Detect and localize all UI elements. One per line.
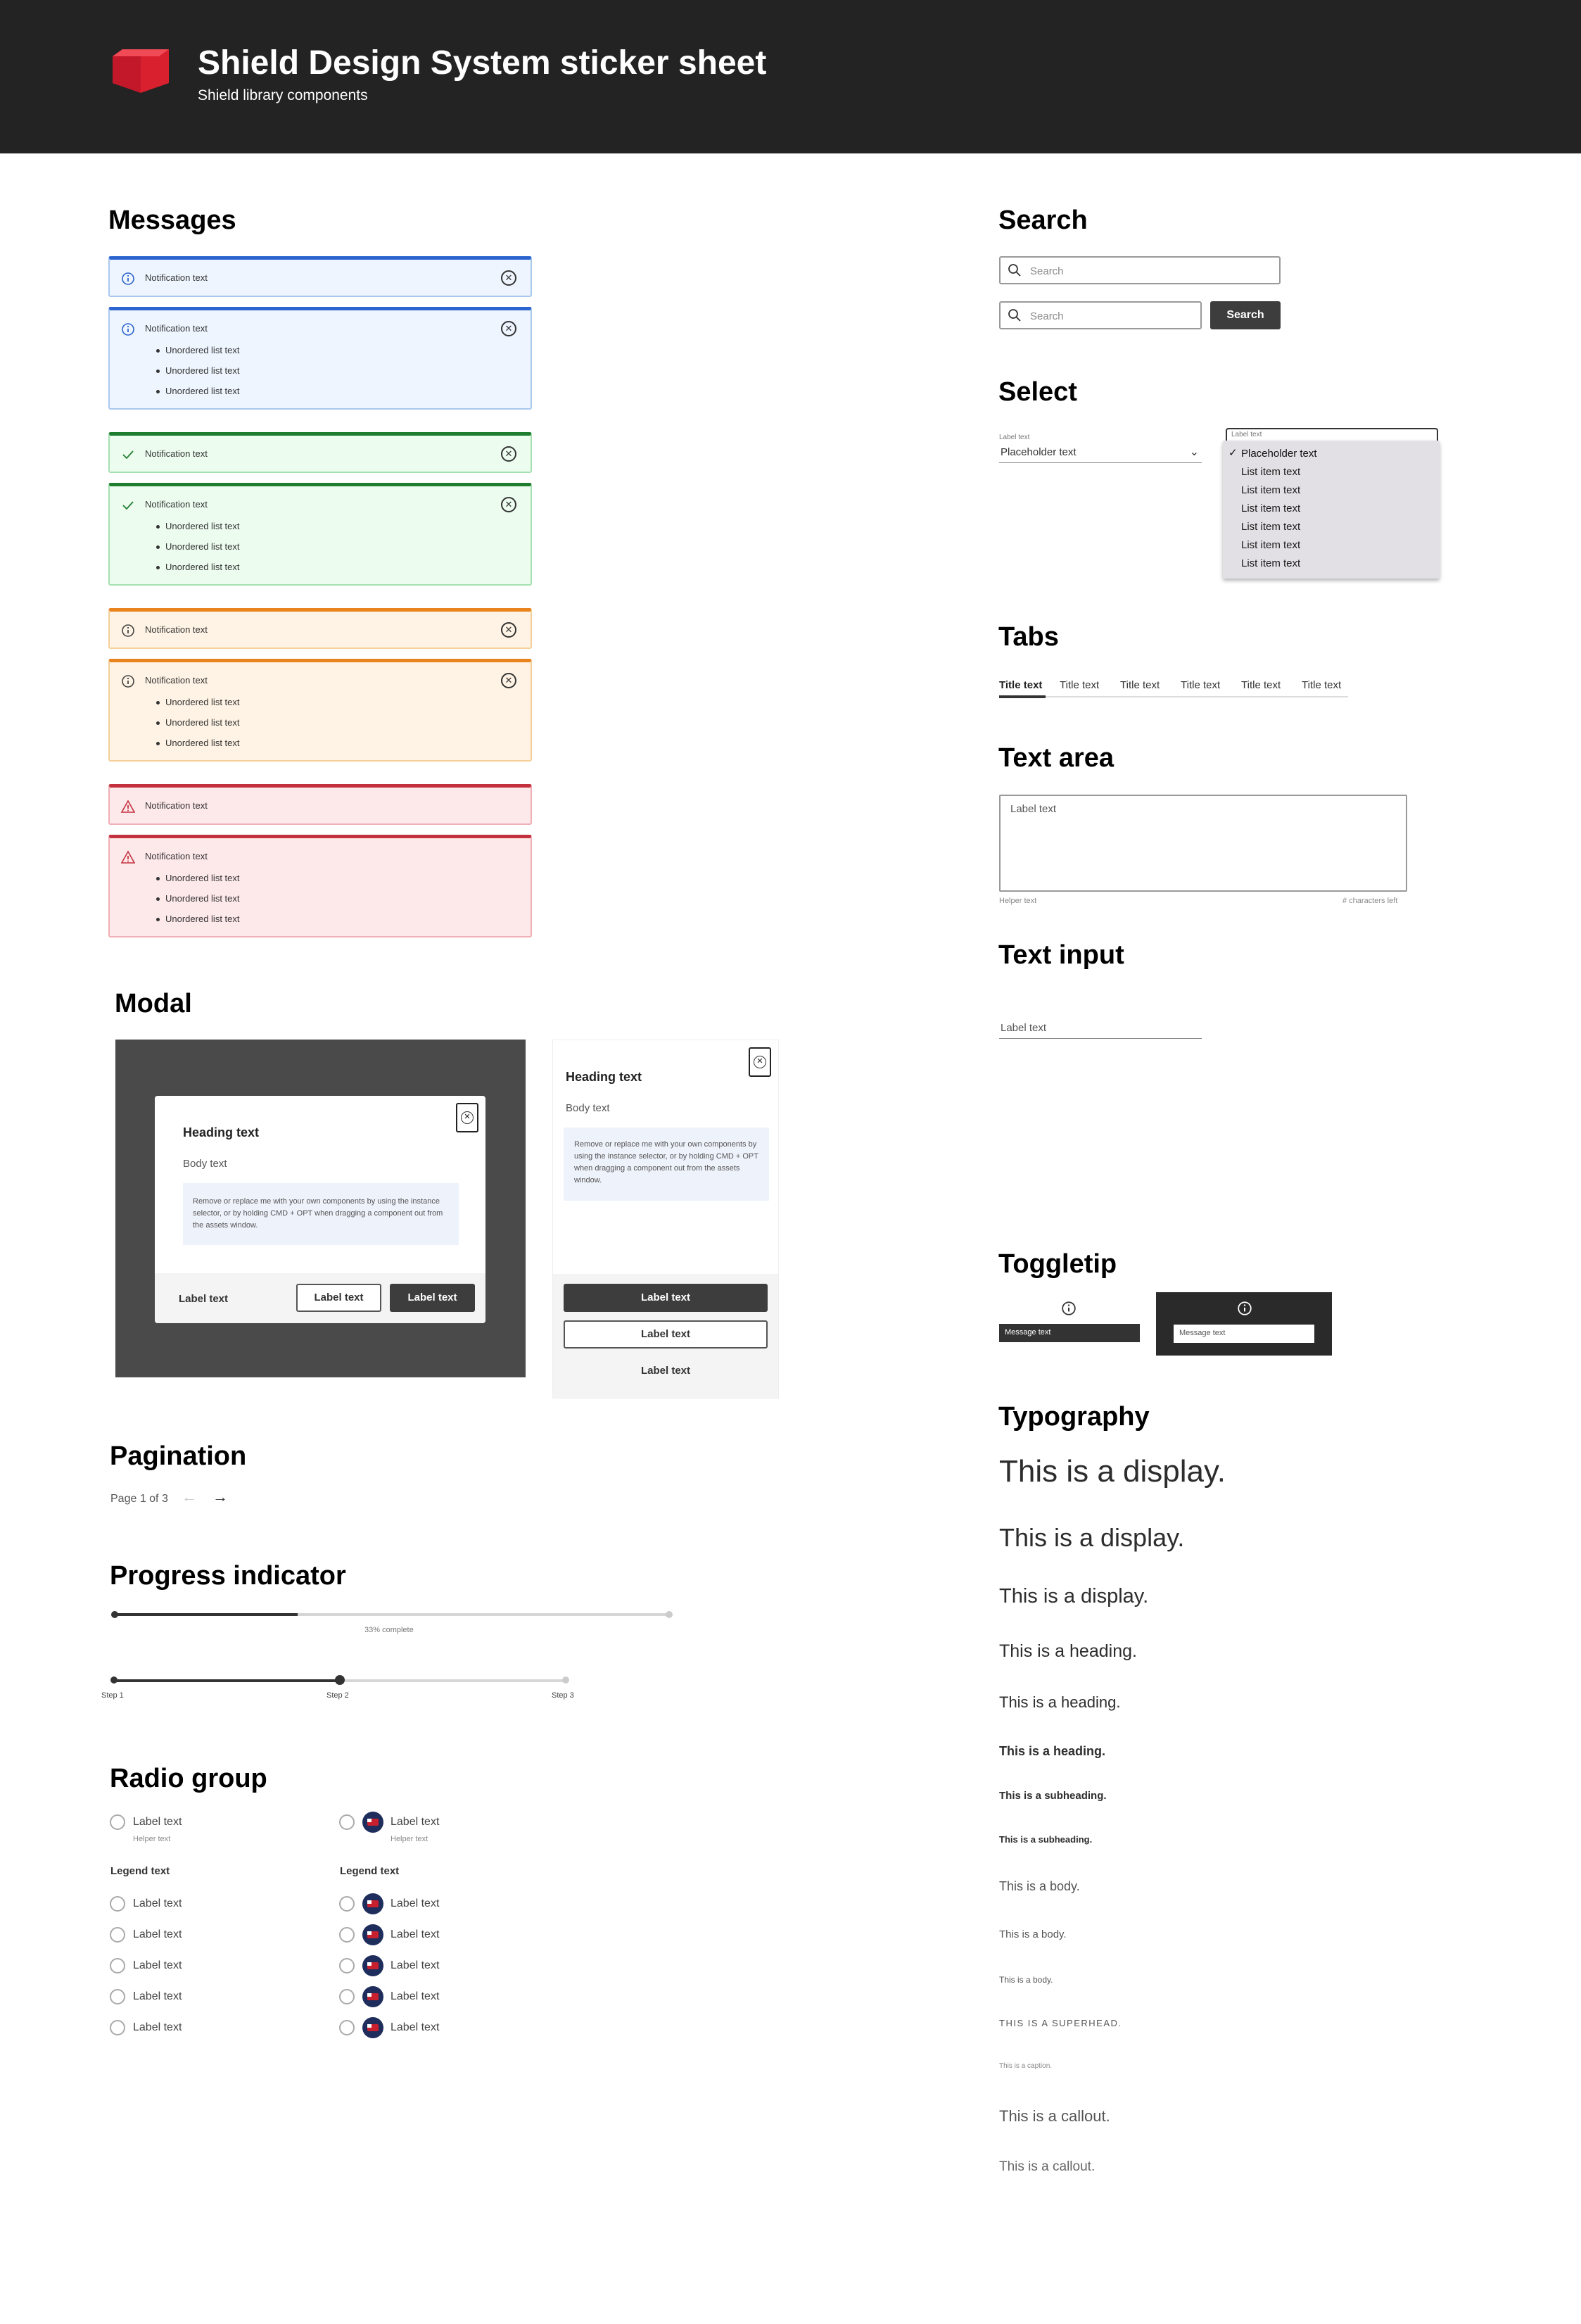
select-label: Label text — [999, 434, 1030, 441]
radio-label: Label text — [391, 1990, 440, 2002]
step-dot-3[interactable] — [562, 1676, 569, 1684]
close-icon[interactable]: ✕ — [501, 446, 516, 462]
notification-warning-list — [108, 659, 532, 762]
modal-outline-button[interactable]: Label text — [296, 1284, 381, 1312]
progress-end-dot — [666, 1611, 673, 1618]
radio-button[interactable] — [339, 1958, 355, 1973]
toggletip-text: Message text — [1005, 1328, 1051, 1337]
type-subheading-2: This is a subheading. — [999, 1834, 1093, 1845]
notification-success-list — [108, 483, 532, 586]
radio-button[interactable] — [110, 1814, 125, 1830]
close-button[interactable] — [456, 1103, 478, 1132]
radio-button[interactable] — [339, 1989, 355, 2004]
step-dot-1[interactable] — [110, 1676, 118, 1684]
type-callout-1: This is a callout. — [999, 2107, 1110, 2125]
us-flag-icon — [362, 1812, 383, 1833]
notification-list — [156, 872, 240, 933]
toggletip-message — [1174, 1325, 1314, 1343]
page-header — [0, 0, 1581, 153]
radio-label: Label text — [391, 1816, 440, 1828]
shield-logo-icon — [113, 49, 169, 93]
close-button[interactable] — [749, 1047, 771, 1077]
step-label: Step 3 — [552, 1691, 574, 1700]
checkmark-icon: ✓ — [1228, 447, 1238, 459]
select-option[interactable]: List item text — [1241, 466, 1301, 478]
list-item: Unordered list text — [156, 385, 240, 405]
radio-label: Label text — [391, 1959, 440, 1971]
list-item: Unordered list text — [156, 872, 240, 892]
modal-outline-button[interactable]: Label text — [564, 1320, 768, 1349]
notification-text: Notification text — [145, 499, 208, 510]
select-value: Placeholder text — [1001, 446, 1077, 458]
close-icon[interactable]: ✕ — [501, 497, 516, 512]
info-icon — [121, 674, 135, 688]
checkmark-icon — [121, 448, 135, 462]
search-placeholder: Search — [1030, 265, 1064, 277]
type-callout-2: This is a callout. — [999, 2159, 1096, 2174]
toggletip-text: Message text — [1179, 1329, 1226, 1337]
type-body-1: This is a body. — [999, 1879, 1080, 1893]
radio-legend: Legend text — [340, 1865, 400, 1877]
radio-label: Label text — [133, 2021, 182, 2033]
select-option[interactable]: List item text — [1241, 539, 1301, 551]
close-icon[interactable]: ✕ — [501, 673, 516, 688]
type-caption: This is a caption. — [999, 2062, 1053, 2070]
tab-1[interactable]: Title text — [999, 679, 1043, 691]
section-title-search: Search — [998, 206, 1088, 235]
radio-button[interactable] — [110, 1989, 125, 2004]
search-icon — [1008, 263, 1022, 277]
page-title: Shield Design System sticker sheet — [198, 44, 767, 82]
notification-text: Notification text — [145, 624, 208, 635]
select-option[interactable]: List item text — [1241, 557, 1301, 569]
tab-active-indicator — [999, 695, 1046, 698]
tab-2[interactable]: Title text — [1060, 679, 1100, 691]
modal-primary-button[interactable]: Label text — [564, 1284, 768, 1312]
text-area[interactable] — [999, 795, 1407, 892]
section-title-toggletip: Toggletip — [998, 1249, 1117, 1279]
text-input-label: Label text — [1001, 1022, 1047, 1034]
info-icon[interactable] — [1061, 1301, 1077, 1316]
select-option-selected[interactable]: Placeholder text — [1241, 448, 1317, 460]
progress-bar-fill — [114, 1613, 298, 1616]
radio-label: Label text — [133, 1816, 182, 1828]
list-item: Unordered list text — [156, 541, 240, 561]
type-display-2: This is a display. — [999, 1523, 1185, 1552]
type-display-1: This is a display. — [999, 1454, 1226, 1489]
modal-flat-button[interactable]: Label text — [178, 1293, 229, 1305]
us-flag-icon — [362, 1893, 383, 1914]
type-body-3: This is a body. — [999, 1975, 1053, 1985]
search-placeholder: Search — [1030, 310, 1064, 322]
close-icon: ✕ — [461, 1111, 474, 1124]
text-input[interactable] — [999, 1019, 1202, 1039]
radio-button[interactable] — [339, 2020, 355, 2035]
notification-error-list — [108, 835, 532, 937]
radio-helper: Helper text — [391, 1835, 428, 1843]
radio-legend: Legend text — [110, 1865, 170, 1877]
notification-text: Notification text — [145, 272, 208, 283]
modal-primary-button[interactable]: Label text — [390, 1284, 475, 1312]
page-subtitle: Shield library components — [198, 87, 368, 103]
select-option[interactable]: List item text — [1241, 521, 1301, 533]
modal-footer — [155, 1273, 485, 1323]
step-label: Step 1 — [101, 1691, 124, 1700]
modal-body: Body text — [183, 1158, 227, 1170]
notification-info — [108, 256, 532, 297]
close-icon: ✕ — [754, 1056, 766, 1068]
radio-label: Label text — [133, 1928, 182, 1940]
tab-3[interactable]: Title text — [1120, 679, 1160, 691]
type-body-2: This is a body. — [999, 1928, 1067, 1940]
select-open-field[interactable] — [1226, 428, 1438, 441]
notification-text: Notification text — [145, 800, 208, 811]
radio-label: Label text — [133, 1990, 182, 2002]
notification-text: Notification text — [145, 448, 208, 459]
select-option[interactable]: List item text — [1241, 484, 1301, 496]
section-title-textinput: Text input — [998, 940, 1124, 970]
notification-text: Notification text — [145, 851, 208, 861]
info-icon[interactable] — [1237, 1301, 1252, 1316]
section-title-messages: Messages — [108, 206, 236, 235]
modal-slot: Remove or replace me with your own components by using the instance selector, or by holding CMD + OPT when dragging a component out from the assets window. — [564, 1128, 769, 1201]
radio-button[interactable] — [339, 1896, 355, 1912]
us-flag-icon — [362, 1924, 383, 1945]
modal-flat-button[interactable]: Label text — [640, 1365, 691, 1377]
progress-bar — [114, 1613, 670, 1616]
us-flag-icon — [362, 1986, 383, 2007]
radio-label: Label text — [133, 1959, 182, 1971]
step-progress-fill — [114, 1679, 340, 1682]
list-item: Unordered list text — [156, 737, 240, 757]
step-label: Step 2 — [326, 1691, 349, 1700]
radio-button[interactable] — [110, 1958, 125, 1973]
radio-button[interactable] — [110, 1927, 125, 1943]
notification-success — [108, 432, 532, 473]
list-item: Unordered list text — [156, 716, 240, 737]
notification-info-list — [108, 307, 532, 410]
warning-triangle-icon — [121, 800, 135, 814]
select-dropdown — [1223, 441, 1440, 579]
radio-button[interactable] — [339, 1927, 355, 1943]
select-field[interactable] — [999, 443, 1202, 463]
search-input[interactable] — [999, 256, 1281, 284]
modal-heading: Heading text — [566, 1070, 642, 1084]
list-item: Unordered list text — [156, 561, 240, 581]
tabs-baseline — [999, 696, 1348, 697]
toggletip-message — [999, 1324, 1140, 1342]
arrow-right-icon[interactable]: → — [212, 1488, 228, 1505]
notification-list — [156, 344, 240, 405]
modal-slot: Remove or replace me with your own components by using the instance selector, or by holding CMD + OPT when dragging a component out from the assets window. — [183, 1183, 459, 1245]
section-title-pagination: Pagination — [110, 1441, 247, 1471]
type-subheading-1: This is a subheading. — [999, 1790, 1107, 1802]
search-button[interactable]: Search — [1210, 301, 1281, 329]
list-item: Unordered list text — [156, 520, 240, 541]
us-flag-icon — [362, 2017, 383, 2038]
tab-5[interactable]: Title text — [1241, 679, 1281, 691]
search-icon — [1008, 308, 1022, 322]
notification-text: Notification text — [145, 675, 208, 686]
radio-label: Label text — [391, 1928, 440, 1940]
modal-heading: Heading text — [183, 1125, 260, 1139]
toggletip-dark — [1156, 1292, 1332, 1356]
list-item: Unordered list text — [156, 913, 240, 933]
type-heading-3: This is a heading. — [999, 1744, 1106, 1758]
modal-footer — [553, 1274, 778, 1398]
radio-label: Label text — [133, 1897, 182, 1909]
radio-button[interactable] — [339, 1814, 355, 1830]
select-label: Label text — [1231, 431, 1262, 438]
us-flag-icon — [362, 1955, 383, 1976]
tab-6[interactable]: Title text — [1302, 679, 1342, 691]
chevron-down-icon: ⌄ — [1189, 446, 1199, 458]
close-icon[interactable]: ✕ — [501, 622, 516, 638]
section-title-select: Select — [998, 377, 1077, 407]
progress-label: 33% complete — [364, 1626, 414, 1634]
info-icon — [121, 624, 135, 638]
notification-list — [156, 520, 240, 581]
notification-warning — [108, 608, 532, 649]
type-heading-2: This is a heading. — [999, 1693, 1121, 1711]
modal-mobile — [552, 1040, 779, 1398]
list-item: Unordered list text — [156, 696, 240, 716]
section-title-radio: Radio group — [110, 1764, 267, 1793]
checkmark-icon — [121, 498, 135, 512]
list-item: Unordered list text — [156, 892, 240, 913]
close-icon[interactable]: ✕ — [501, 270, 516, 286]
modal-body: Body text — [566, 1102, 610, 1114]
section-title-progress: Progress indicator — [110, 1561, 346, 1591]
type-display-3: This is a display. — [999, 1585, 1149, 1608]
text-area-label: Label text — [1010, 803, 1057, 815]
arrow-left-icon[interactable]: ← — [182, 1488, 197, 1505]
radio-label: Label text — [391, 1897, 440, 1909]
section-title-textarea: Text area — [998, 743, 1115, 773]
section-title-modal: Modal — [115, 989, 192, 1018]
notification-list — [156, 696, 240, 757]
list-item: Unordered list text — [156, 365, 240, 385]
search-input[interactable] — [999, 301, 1202, 329]
type-superhead: THIS IS A SUPERHEAD. — [999, 2018, 1122, 2028]
section-title-tabs: Tabs — [998, 622, 1059, 652]
radio-button[interactable] — [110, 2020, 125, 2035]
text-area-helper: Helper text — [999, 897, 1037, 905]
type-heading-1: This is a heading. — [999, 1641, 1137, 1661]
info-icon — [121, 272, 135, 286]
progress-start-dot — [111, 1611, 118, 1618]
info-icon — [121, 322, 135, 336]
tab-4[interactable]: Title text — [1181, 679, 1221, 691]
step-dot-2[interactable] — [335, 1675, 345, 1685]
section-title-typography: Typography — [998, 1402, 1150, 1432]
notification-error — [108, 784, 532, 825]
list-item: Unordered list text — [156, 344, 240, 365]
radio-button[interactable] — [110, 1896, 125, 1912]
pagination-text: Page 1 of 3 — [110, 1493, 168, 1505]
radio-helper: Helper text — [133, 1835, 171, 1843]
warning-triangle-icon — [121, 850, 135, 864]
close-icon[interactable]: ✕ — [501, 321, 516, 336]
select-option[interactable]: List item text — [1241, 503, 1301, 514]
notification-text: Notification text — [145, 323, 208, 334]
text-area-counter: # characters left — [1342, 897, 1398, 905]
modal-dialog — [155, 1096, 485, 1323]
radio-label: Label text — [391, 2021, 440, 2033]
modal-overlay — [115, 1040, 526, 1377]
